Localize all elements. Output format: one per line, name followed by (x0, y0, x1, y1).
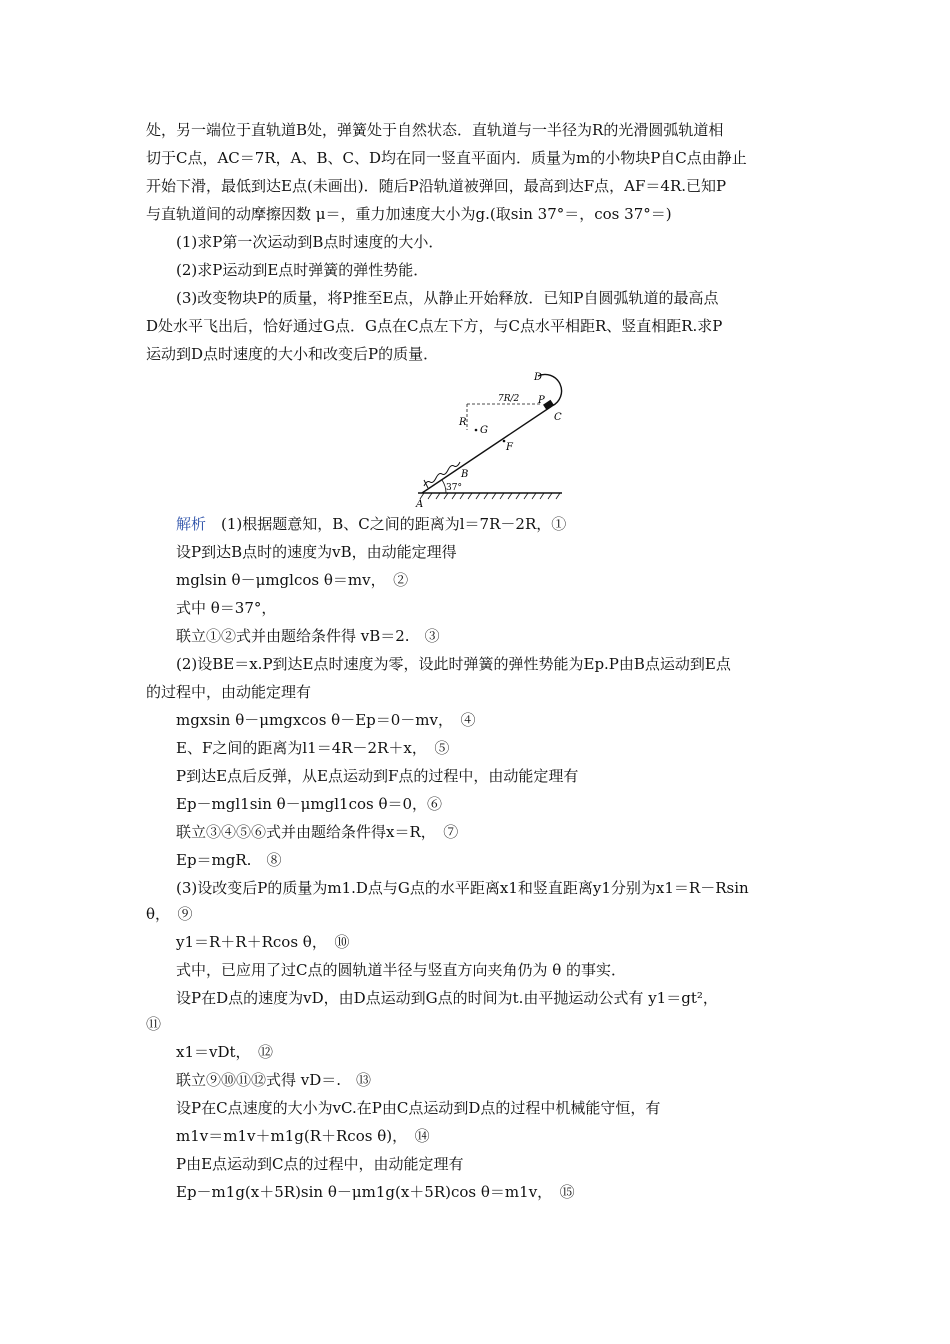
solution-line-23: m1v＝m1v＋m1g(R＋Rcos θ)， ⑭ (176, 1127, 430, 1145)
solution-line-17: 式中，已应用了过C点的圆轨道半径与竖直方向夹角仍为 θ 的事实． (176, 961, 627, 979)
label-b: B (461, 469, 469, 480)
solution-line-6: (2)设BE＝x.P到达E点时速度为零，设此时弹簧的弹性势能为Ep.P由B点运动到E点 (176, 655, 731, 673)
solution-line-15: θ， ⑨ (146, 905, 193, 923)
label-dist: 7R/2 (498, 394, 520, 404)
solution-line-22: 设P在C点速度的大小为vC.在P由C点运动到D点的过程中机械能守恒，有 (176, 1099, 661, 1117)
solution-line-24: P由E点运动到C点的过程中，由动能定理有 (176, 1155, 464, 1173)
label-angle: 37° (446, 483, 462, 493)
solution-line-11: Ep－mgl1sin θ－μmgl1cos θ＝0，⑥ (176, 795, 443, 813)
solution-line-12: 联立③④⑤⑥式并由题给条件得x＝R， ⑦ (176, 823, 459, 841)
question-3-cont-2: 运动到D点时速度的大小和改变后P的质量． (146, 345, 439, 363)
solution-line-8: mgxsin θ－μmgxcos θ－Ep＝0－mv， ④ (176, 711, 476, 729)
solution-line-19: ⑪ (146, 1015, 162, 1033)
solution-line-3: mglsin θ－μmglcos θ＝mv， ② (176, 571, 409, 589)
label-g: G (480, 425, 488, 436)
question-2: (2)求P运动到E点时弹簧的弹性势能． (176, 261, 429, 279)
label-p: P (538, 395, 545, 406)
solution-tag: 解析 (176, 515, 207, 533)
track-diagram (410, 368, 570, 508)
problem-line-4: 与直轨道间的动摩擦因数 μ＝，重力加速度大小为g.(取sin 37°＝，cos 37°＝) (146, 205, 672, 223)
question-1: (1)求P第一次运动到B点时速度的大小． (176, 233, 444, 251)
label-a: A (416, 499, 424, 508)
solution-line-10: P到达E点后反弹，从E点运动到F点的过程中，由动能定理有 (176, 767, 579, 785)
label-c: C (554, 412, 562, 423)
solution-line-18: 设P在D点的速度为vD，由D点运动到G点的时间为t.由平抛运动公式有 y1＝gt²， (176, 989, 718, 1007)
solution-line-4: 式中 θ＝37°， (176, 599, 277, 617)
solution-line-21: 联立⑨⑩⑪⑫式得 vD＝. ⑬ (176, 1071, 372, 1089)
question-3-cont-1: D处水平飞出后，恰好通过G点．G点在C点左下方，与C点水平相距R、竖直相距R.求P (146, 317, 723, 335)
solution-first: (1)根据题意知，B、C之间的距离为l＝7R－2R，① (206, 515, 567, 533)
solution-line-20: x1＝vDt， ⑫ (176, 1043, 274, 1061)
label-f: F (506, 442, 513, 453)
label-d: D (534, 372, 543, 383)
problem-line-3: 开始下滑，最低到达E点(未画出)．随后P沿轨道被弹回，最高到达F点，AF＝4R.已知P (146, 177, 727, 195)
solution-line-9: E、F之间的距离为l1＝4R－2R＋x， ⑤ (176, 739, 450, 757)
solution-line-13: Ep＝mgR. ⑧ (176, 851, 282, 869)
solution-line-16: y1＝R＋R＋Rcos θ， ⑩ (176, 933, 350, 951)
solution-line-5: 联立①②式并由题给条件得 vB＝2. ③ (176, 627, 440, 645)
problem-line-2: 切于C点，AC＝7R，A、B、C、D均在同一竖直平面内．质量为m的小物块P自C点由静止 (146, 149, 747, 167)
solution-line-25: Ep－m1g(x＋5R)sin θ－μm1g(x＋5R)cos θ＝m1v， ⑮ (176, 1183, 575, 1201)
solution-line-2: 设P到达B点时的速度为vB，由动能定理得 (176, 543, 457, 561)
solution-line-1 (176, 514, 846, 534)
problem-line-1: 处，另一端位于直轨道B处，弹簧处于自然状态．直轨道与一半径为R的光滑圆弧轨道相 (146, 121, 724, 139)
question-3: (3)改变物块P的质量，将P推至E点，从静止开始释放．已知P自圆弧轨道的最高点 (176, 289, 719, 307)
solution-line-7: 的过程中，由动能定理有 (146, 683, 312, 701)
label-r: R (459, 417, 467, 428)
solution-line-14: (3)设改变后P的质量为m1.D点与G点的水平距离x1和竖直距离y1分别为x1＝R－Rsin (176, 879, 749, 897)
